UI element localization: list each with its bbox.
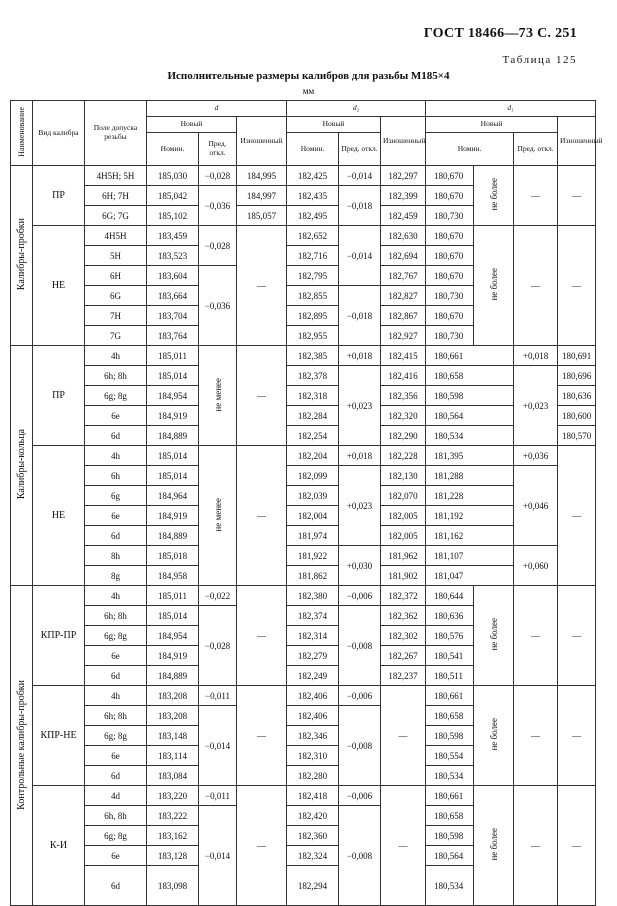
d-nominal-cell: 184,889: [147, 526, 199, 546]
d2-nominal-cell: 182,004: [287, 506, 339, 526]
gauge-kind: НЕ: [33, 226, 85, 346]
d2-deviation-cell: +0,023: [339, 366, 381, 446]
d2-worn-cell: 182,767: [381, 266, 426, 286]
gauge-kind: НЕ: [33, 446, 85, 586]
d2-worn-cell: 182,415: [381, 346, 426, 366]
d1-nominal-cell: 180,670: [426, 186, 474, 206]
d1-nominal-cell: 180,554: [426, 746, 474, 766]
d2-nominal-cell: 182,249: [287, 666, 339, 686]
tolerance-cell: 6g; 8g: [85, 726, 147, 746]
d2-deviation-cell: −0,008: [339, 706, 381, 786]
gauge-kind: КПР-НЕ: [33, 686, 85, 786]
col-d2-new: Новый: [287, 117, 381, 133]
d1-nominal-cell: 180,598: [426, 726, 474, 746]
d1-nominal-cell: 180,670: [426, 306, 474, 326]
d-nominal-cell: 183,764: [147, 326, 199, 346]
d2-worn-cell: 182,290: [381, 426, 426, 446]
d2-worn-cell: 182,372: [381, 586, 426, 606]
d2-worn-cell: 182,070: [381, 486, 426, 506]
d1-nominal-cell: 180,534: [426, 426, 514, 446]
note-cell: не более: [474, 586, 514, 686]
d2-deviation-cell: −0,018: [339, 186, 381, 226]
d1-nominal-cell: 180,661: [426, 786, 474, 806]
col-d1: d₁: [426, 101, 596, 117]
d2-nominal-cell: 182,406: [287, 706, 339, 726]
d-worn-cell: 185,057: [237, 206, 287, 226]
d1-nominal-cell: 180,658: [426, 366, 514, 386]
d1-deviation-cell: —: [514, 786, 558, 906]
d2-nominal-cell: 182,324: [287, 846, 339, 866]
d-nominal-cell: 184,964: [147, 486, 199, 506]
d-nominal-cell: 183,084: [147, 766, 199, 786]
d1-nominal-cell: 180,564: [426, 406, 514, 426]
d-nominal-cell: 184,919: [147, 646, 199, 666]
d-nominal-cell: 184,889: [147, 666, 199, 686]
tolerance-cell: 6e: [85, 506, 147, 526]
d-deviation-cell: −0,011: [199, 686, 237, 706]
d-nominal-cell: 185,014: [147, 446, 199, 466]
d2-nominal-cell: 182,204: [287, 446, 339, 466]
d-deviation-cell: −0,036: [199, 266, 237, 346]
d-nominal-cell: 183,604: [147, 266, 199, 286]
d2-deviation-cell: +0,018: [339, 346, 381, 366]
d1-deviation-cell: +0,018: [514, 346, 558, 366]
d1-deviation-cell: +0,036: [514, 446, 558, 466]
col-d1-pred: Пред. откл.: [514, 133, 558, 166]
d1-worn-cell: —: [558, 786, 596, 906]
d-worn-cell: 184,995: [237, 166, 287, 186]
d1-nominal-cell: 180,670: [426, 246, 474, 266]
col-d-new: Новый: [147, 117, 237, 133]
d1-deviation-cell: —: [514, 586, 558, 686]
group-label: Контрольные калибры-пробки: [11, 586, 33, 906]
d2-nominal-cell: 182,374: [287, 606, 339, 626]
tolerance-cell: 6g; 8g: [85, 826, 147, 846]
d2-nominal-cell: 182,314: [287, 626, 339, 646]
d1-worn-cell: —: [558, 586, 596, 686]
d1-nominal-cell: 180,644: [426, 586, 474, 606]
d-worn-cell: —: [237, 226, 287, 346]
d1-nominal-cell: 180,661: [426, 686, 474, 706]
d2-deviation-cell: −0,006: [339, 786, 381, 806]
d1-worn-cell: 180,696: [558, 366, 596, 386]
d-nominal-cell: 183,148: [147, 726, 199, 746]
d1-deviation-cell: +0,023: [514, 366, 558, 446]
table-number: Таблица 125: [502, 54, 577, 66]
tolerance-cell: 4h: [85, 346, 147, 366]
d1-nominal-cell: 180,534: [426, 866, 474, 906]
d2-worn-cell: 182,867: [381, 306, 426, 326]
tolerance-cell: 5H: [85, 246, 147, 266]
d2-worn-cell: 182,694: [381, 246, 426, 266]
tolerance-cell: 6H; 7H: [85, 186, 147, 206]
d2-nominal-cell: 182,294: [287, 866, 339, 906]
d-nominal-cell: 183,128: [147, 846, 199, 866]
d1-deviation-cell: —: [514, 166, 558, 226]
tolerance-cell: 4H5H; 5H: [85, 166, 147, 186]
col-d2: d₂: [287, 101, 426, 117]
d2-nominal-cell: 182,425: [287, 166, 339, 186]
d2-worn-cell: 182,356: [381, 386, 426, 406]
d2-worn-cell: 182,005: [381, 506, 426, 526]
d1-worn-cell: —: [558, 446, 596, 586]
tolerance-cell: 6G: [85, 286, 147, 306]
tolerance-cell: 6h; 8h: [85, 366, 147, 386]
d2-deviation-cell: −0,014: [339, 166, 381, 186]
d1-nominal-cell: 181,047: [426, 566, 514, 586]
d2-worn-cell: 182,416: [381, 366, 426, 386]
d1-nominal-cell: 180,670: [426, 226, 474, 246]
tolerance-cell: 6h: [85, 466, 147, 486]
tolerance-cell: 4h: [85, 586, 147, 606]
gauge-dimensions-table: [10, 100, 603, 906]
group-label: Калибры-кольца: [11, 346, 33, 586]
tolerance-cell: 6d: [85, 526, 147, 546]
d-worn-cell: —: [237, 346, 287, 446]
col-d1-nom: Номин.: [426, 133, 514, 166]
d2-worn-cell: 182,267: [381, 646, 426, 666]
d-worn-cell: —: [237, 786, 287, 906]
d2-nominal-cell: 182,495: [287, 206, 339, 226]
d-nominal-cell: 184,958: [147, 566, 199, 586]
d2-deviation-cell: −0,008: [339, 806, 381, 906]
tolerance-cell: 6h; 8h: [85, 706, 147, 726]
d1-worn-cell: —: [558, 226, 596, 346]
d-deviation-cell: −0,014: [199, 806, 237, 906]
d-nominal-cell: 185,011: [147, 586, 199, 606]
col-d: d: [147, 101, 287, 117]
d1-nominal-cell: 180,658: [426, 806, 474, 826]
d-nominal-cell: 184,919: [147, 506, 199, 526]
d2-deviation-cell: +0,023: [339, 466, 381, 546]
d-worn-cell: —: [237, 586, 287, 686]
d1-nominal-cell: 181,162: [426, 526, 514, 546]
note-cell: не менее: [199, 346, 237, 446]
d1-worn-cell: —: [558, 166, 596, 226]
d-nominal-cell: 183,162: [147, 826, 199, 846]
tolerance-cell: 6d: [85, 766, 147, 786]
d1-nominal-cell: 180,511: [426, 666, 474, 686]
tolerance-cell: 7G: [85, 326, 147, 346]
d2-worn-cell: 182,827: [381, 286, 426, 306]
d2-worn-cell: 182,927: [381, 326, 426, 346]
d2-deviation-cell: +0,030: [339, 546, 381, 586]
d-nominal-cell: 183,208: [147, 706, 199, 726]
d1-nominal-cell: 180,670: [426, 266, 474, 286]
d-nominal-cell: 183,704: [147, 306, 199, 326]
d-nominal-cell: 185,014: [147, 366, 199, 386]
tolerance-cell: 4d: [85, 786, 147, 806]
tolerance-cell: 6d: [85, 666, 147, 686]
d-nominal-cell: 184,889: [147, 426, 199, 446]
d2-nominal-cell: 182,385: [287, 346, 339, 366]
d1-deviation-cell: +0,060: [514, 546, 558, 586]
col-d2-worn: Изношенный: [381, 117, 426, 166]
d2-nominal-cell: 182,310: [287, 746, 339, 766]
d1-nominal-cell: 180,541: [426, 646, 474, 666]
d1-nominal-cell: 180,670: [426, 166, 474, 186]
tolerance-cell: 4H5H: [85, 226, 147, 246]
d-deviation-cell: −0,014: [199, 706, 237, 786]
d1-nominal-cell: 180,730: [426, 326, 474, 346]
d2-worn-cell: 182,005: [381, 526, 426, 546]
d-nominal-cell: 185,030: [147, 166, 199, 186]
d-deviation-cell: −0,036: [199, 186, 237, 226]
unit-label: мм: [302, 86, 315, 96]
d1-nominal-cell: 180,598: [426, 826, 474, 846]
d-nominal-cell: 183,222: [147, 806, 199, 826]
d2-deviation-cell: −0,008: [339, 606, 381, 686]
d-deviation-cell: −0,022: [199, 586, 237, 606]
d2-worn-cell: 182,237: [381, 666, 426, 686]
d1-nominal-cell: 180,598: [426, 386, 514, 406]
standard-header: ГОСТ 18466—73 С. 251: [423, 26, 577, 41]
d2-nominal-cell: 182,284: [287, 406, 339, 426]
d2-nominal-cell: 182,279: [287, 646, 339, 666]
d-deviation-cell: −0,028: [199, 226, 237, 266]
gauge-kind: КПР-ПР: [33, 586, 85, 686]
tolerance-cell: 6e: [85, 646, 147, 666]
d1-nominal-cell: 180,730: [426, 206, 474, 226]
d-nominal-cell: 185,042: [147, 186, 199, 206]
d1-nominal-cell: 180,636: [426, 606, 474, 626]
tolerance-cell: 7H: [85, 306, 147, 326]
tolerance-cell: 6g: [85, 486, 147, 506]
d2-nominal-cell: 182,895: [287, 306, 339, 326]
d-nominal-cell: 185,014: [147, 606, 199, 626]
d2-worn-cell: 182,228: [381, 446, 426, 466]
gauge-kind: ПР: [33, 166, 85, 226]
note-cell: не более: [474, 166, 514, 226]
col-d2-nom: Номин.: [287, 133, 339, 166]
d2-nominal-cell: 182,318: [287, 386, 339, 406]
d1-nominal-cell: 180,661: [426, 346, 514, 366]
d2-worn-cell: —: [381, 686, 426, 786]
tolerance-cell: 6h, 8h: [85, 806, 147, 826]
d2-worn-cell: 182,362: [381, 606, 426, 626]
d2-nominal-cell: 182,955: [287, 326, 339, 346]
tolerance-cell: 8g: [85, 566, 147, 586]
d-worn-cell: 184,997: [237, 186, 287, 206]
d-worn-cell: —: [237, 446, 287, 586]
note-cell: не менее: [199, 446, 237, 586]
d-nominal-cell: 183,459: [147, 226, 199, 246]
d-nominal-cell: 184,954: [147, 626, 199, 646]
d2-deviation-cell: −0,006: [339, 586, 381, 606]
d2-nominal-cell: 182,652: [287, 226, 339, 246]
d-nominal-cell: 185,014: [147, 466, 199, 486]
d1-deviation-cell: +0,046: [514, 466, 558, 546]
d2-nominal-cell: 181,922: [287, 546, 339, 566]
d-nominal-cell: 183,220: [147, 786, 199, 806]
d2-worn-cell: 182,130: [381, 466, 426, 486]
d2-nominal-cell: 182,254: [287, 426, 339, 446]
d-deviation-cell: −0,011: [199, 786, 237, 806]
d-nominal-cell: 183,114: [147, 746, 199, 766]
d2-nominal-cell: 182,420: [287, 806, 339, 826]
d1-nominal-cell: 180,576: [426, 626, 474, 646]
d1-nominal-cell: 180,730: [426, 286, 474, 306]
d2-deviation-cell: −0,018: [339, 286, 381, 346]
d2-nominal-cell: 182,099: [287, 466, 339, 486]
d1-nominal-cell: 181,107: [426, 546, 514, 566]
col-kind: Вид калибра: [33, 101, 85, 166]
tolerance-cell: 6d: [85, 426, 147, 446]
col-d1-worn: Изношенный: [558, 117, 596, 166]
tolerance-cell: 8h: [85, 546, 147, 566]
col-name: Наименование: [11, 101, 33, 166]
d-nominal-cell: 184,919: [147, 406, 199, 426]
d2-nominal-cell: 182,360: [287, 826, 339, 846]
tolerance-cell: 6g; 8g: [85, 626, 147, 646]
note-cell: не более: [474, 686, 514, 786]
d-nominal-cell: 185,018: [147, 546, 199, 566]
tolerance-cell: 6g; 8g: [85, 386, 147, 406]
tolerance-cell: 6e: [85, 406, 147, 426]
d2-worn-cell: 181,902: [381, 566, 426, 586]
d-nominal-cell: 185,011: [147, 346, 199, 366]
d1-worn-cell: 180,570: [558, 426, 596, 446]
d2-deviation-cell: −0,014: [339, 226, 381, 286]
col-d1-new: Новый: [426, 117, 558, 133]
d2-nominal-cell: 182,418: [287, 786, 339, 806]
d1-deviation-cell: —: [514, 686, 558, 786]
d-deviation-cell: −0,028: [199, 166, 237, 186]
d-nominal-cell: 185,102: [147, 206, 199, 226]
d2-worn-cell: 182,630: [381, 226, 426, 246]
d1-nominal-cell: 181,288: [426, 466, 514, 486]
tolerance-cell: 6d: [85, 866, 147, 906]
d2-nominal-cell: 182,435: [287, 186, 339, 206]
tolerance-cell: 6G; 7G: [85, 206, 147, 226]
col-d-worn: Изношенный: [237, 117, 287, 166]
gauge-kind: ПР: [33, 346, 85, 446]
table-caption: Исполнительные размеры калибров для разьбы М185×4: [167, 70, 450, 82]
d2-nominal-cell: 182,716: [287, 246, 339, 266]
col-d-pred: Пред. откл.: [199, 133, 237, 166]
tolerance-cell: 6h; 8h: [85, 606, 147, 626]
d1-nominal-cell: 180,564: [426, 846, 474, 866]
gauge-kind: К-И: [33, 786, 85, 906]
d2-worn-cell: 182,302: [381, 626, 426, 646]
d2-nominal-cell: 182,280: [287, 766, 339, 786]
note-cell: не более: [474, 226, 514, 346]
d2-worn-cell: 181,962: [381, 546, 426, 566]
d2-worn-cell: 182,297: [381, 166, 426, 186]
tolerance-cell: 4h: [85, 446, 147, 466]
d-nominal-cell: 184,954: [147, 386, 199, 406]
d2-deviation-cell: −0,006: [339, 686, 381, 706]
tolerance-cell: 6H: [85, 266, 147, 286]
note-cell: не более: [474, 786, 514, 906]
d-deviation-cell: −0,028: [199, 606, 237, 686]
d-nominal-cell: 183,523: [147, 246, 199, 266]
d2-nominal-cell: 182,406: [287, 686, 339, 706]
col-d2-pred: Пред. откл.: [339, 133, 381, 166]
d2-nominal-cell: 182,855: [287, 286, 339, 306]
d2-worn-cell: 182,399: [381, 186, 426, 206]
d2-nominal-cell: 182,346: [287, 726, 339, 746]
d1-nominal-cell: 181,395: [426, 446, 514, 466]
d-nominal-cell: 183,208: [147, 686, 199, 706]
d1-worn-cell: 180,600: [558, 406, 596, 426]
d-nominal-cell: 183,664: [147, 286, 199, 306]
d2-nominal-cell: 181,862: [287, 566, 339, 586]
d1-worn-cell: 180,691: [558, 346, 596, 366]
d2-worn-cell: —: [381, 786, 426, 906]
d2-nominal-cell: 182,378: [287, 366, 339, 386]
tolerance-cell: 6e: [85, 746, 147, 766]
d1-worn-cell: —: [558, 686, 596, 786]
col-tolerance: Поле допуска резьбы: [85, 101, 147, 166]
d2-deviation-cell: +0,018: [339, 446, 381, 466]
d-worn-cell: —: [237, 686, 287, 786]
d1-deviation-cell: —: [514, 226, 558, 346]
d1-worn-cell: 180,636: [558, 386, 596, 406]
d1-nominal-cell: 180,658: [426, 706, 474, 726]
d2-nominal-cell: 182,795: [287, 266, 339, 286]
d-nominal-cell: 183,098: [147, 866, 199, 906]
tolerance-cell: 4h: [85, 686, 147, 706]
group-label: Калибры-пробки: [11, 166, 33, 346]
d2-nominal-cell: 181,974: [287, 526, 339, 546]
col-d-nom: Номин.: [147, 133, 199, 166]
d1-nominal-cell: 180,534: [426, 766, 474, 786]
d2-nominal-cell: 182,380: [287, 586, 339, 606]
d2-nominal-cell: 182,039: [287, 486, 339, 506]
d1-nominal-cell: 181,228: [426, 486, 514, 506]
d1-nominal-cell: 181,192: [426, 506, 514, 526]
d2-worn-cell: 182,320: [381, 406, 426, 426]
d2-worn-cell: 182,459: [381, 206, 426, 226]
tolerance-cell: 6e: [85, 846, 147, 866]
